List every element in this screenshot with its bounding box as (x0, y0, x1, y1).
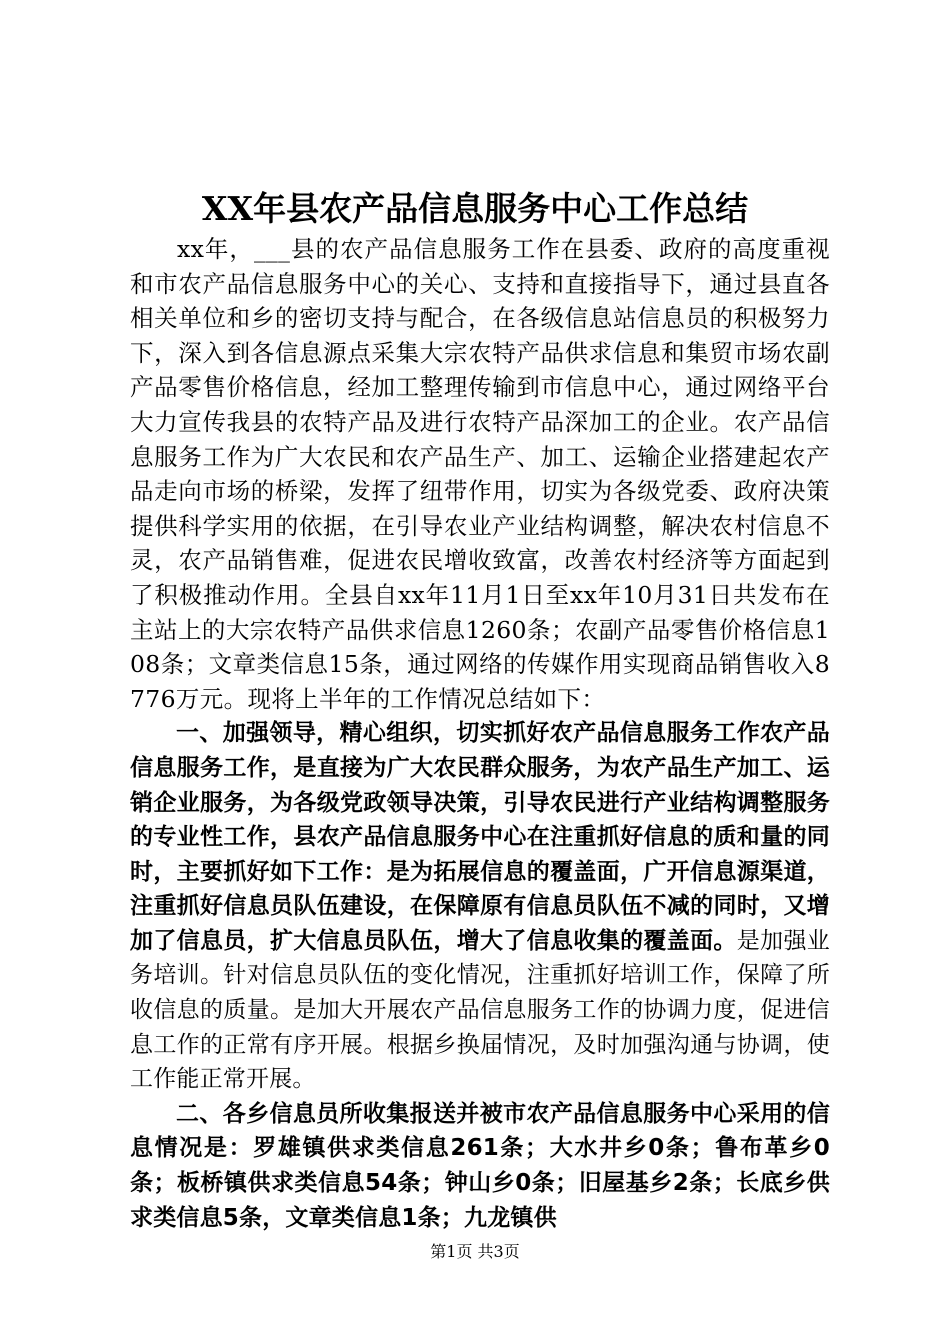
page-footer: 第1页 共3页 (430, 1242, 520, 1261)
section-one-paragraph (130, 716, 830, 1097)
section-one-normal-text: 是加强业务培训。针对信息员队伍的变化情况，注重抓好培训工作，保障了所收信息的质量。是加大开展农产品信息服务工作的协调力度，促进信息工作的正常有序开展。根据乡换届情况，及时加强沟通与协调，使工作能正常开展。 (130, 927, 830, 1093)
section-one-bold-text: 一、加强领导，精心组织，切实抓好农产品信息服务工作农产品信息服务工作，是直接为广大农民群众服务，为农产品生产加工、运销企业服务，为各级党政领导决策，引导农民进行产业结构调整服务的专业性工作，县农产品信息服务中心在注重抓好信息的质和量的同时，主要抓好如下工作：是为拓展信息的覆盖面，广开信息源渠道，注重抓好信息员队伍建设，在保障原有信息员队伍不减的同时，又增加了信息员，扩大信息员队伍，增大了信息收集的覆盖面。 (130, 720, 830, 954)
intro-paragraph: xx年，___县的农产品信息服务工作在县委、政府的高度重视和市农产品信息服务中心的关心、支持和直接指导下，通过县直各相关单位和乡的密切支持与配合，在各级信息站信息员的积极努力下，深入到各信息源点采集大宗农特产品供求信息和集贸市场农副产品零售价格信息，经加工整理传输到市信息中心，通过网络平台大力宣传我县的农特产品及进行农特产品深加工的企业。农产品信息服务工作为广大农民和农产品生产、加工、运输企业搭建起农产品走向市场的桥梁，发挥了纽带作用，切实为各级党委、政府决策提供科学实用的依据，在引导农业产业结构调整，解决农村信息不灵，农产品销售难，促进农民增收致富，改善农村经济等方面起到了积极推动作用。全县自xx年11月1日至xx年10月31日共发布在主站上的大宗农特产品供求信息1260条；农副产品零售价格信息108条；文章类信息15条，通过网络的传媒作用实现商品销售收入8776万元。现将上半年的工作情况总结如下： (130, 235, 830, 713)
section-two-paragraph: 二、各乡信息员所收集报送并被市农产品信息服务中心采用的信息情况是：罗雄镇供求类信息261条；大水井乡0条；鲁布革乡0条；板桥镇供求类信息54条；钟山乡0条；旧屋基乡2条；长底乡供求类信息5条，文章类信息1条；九龙镇供 (130, 1100, 830, 1231)
document-body (130, 232, 830, 1235)
document-title: XX年县农产品信息服务中心工作总结 (201, 189, 749, 228)
